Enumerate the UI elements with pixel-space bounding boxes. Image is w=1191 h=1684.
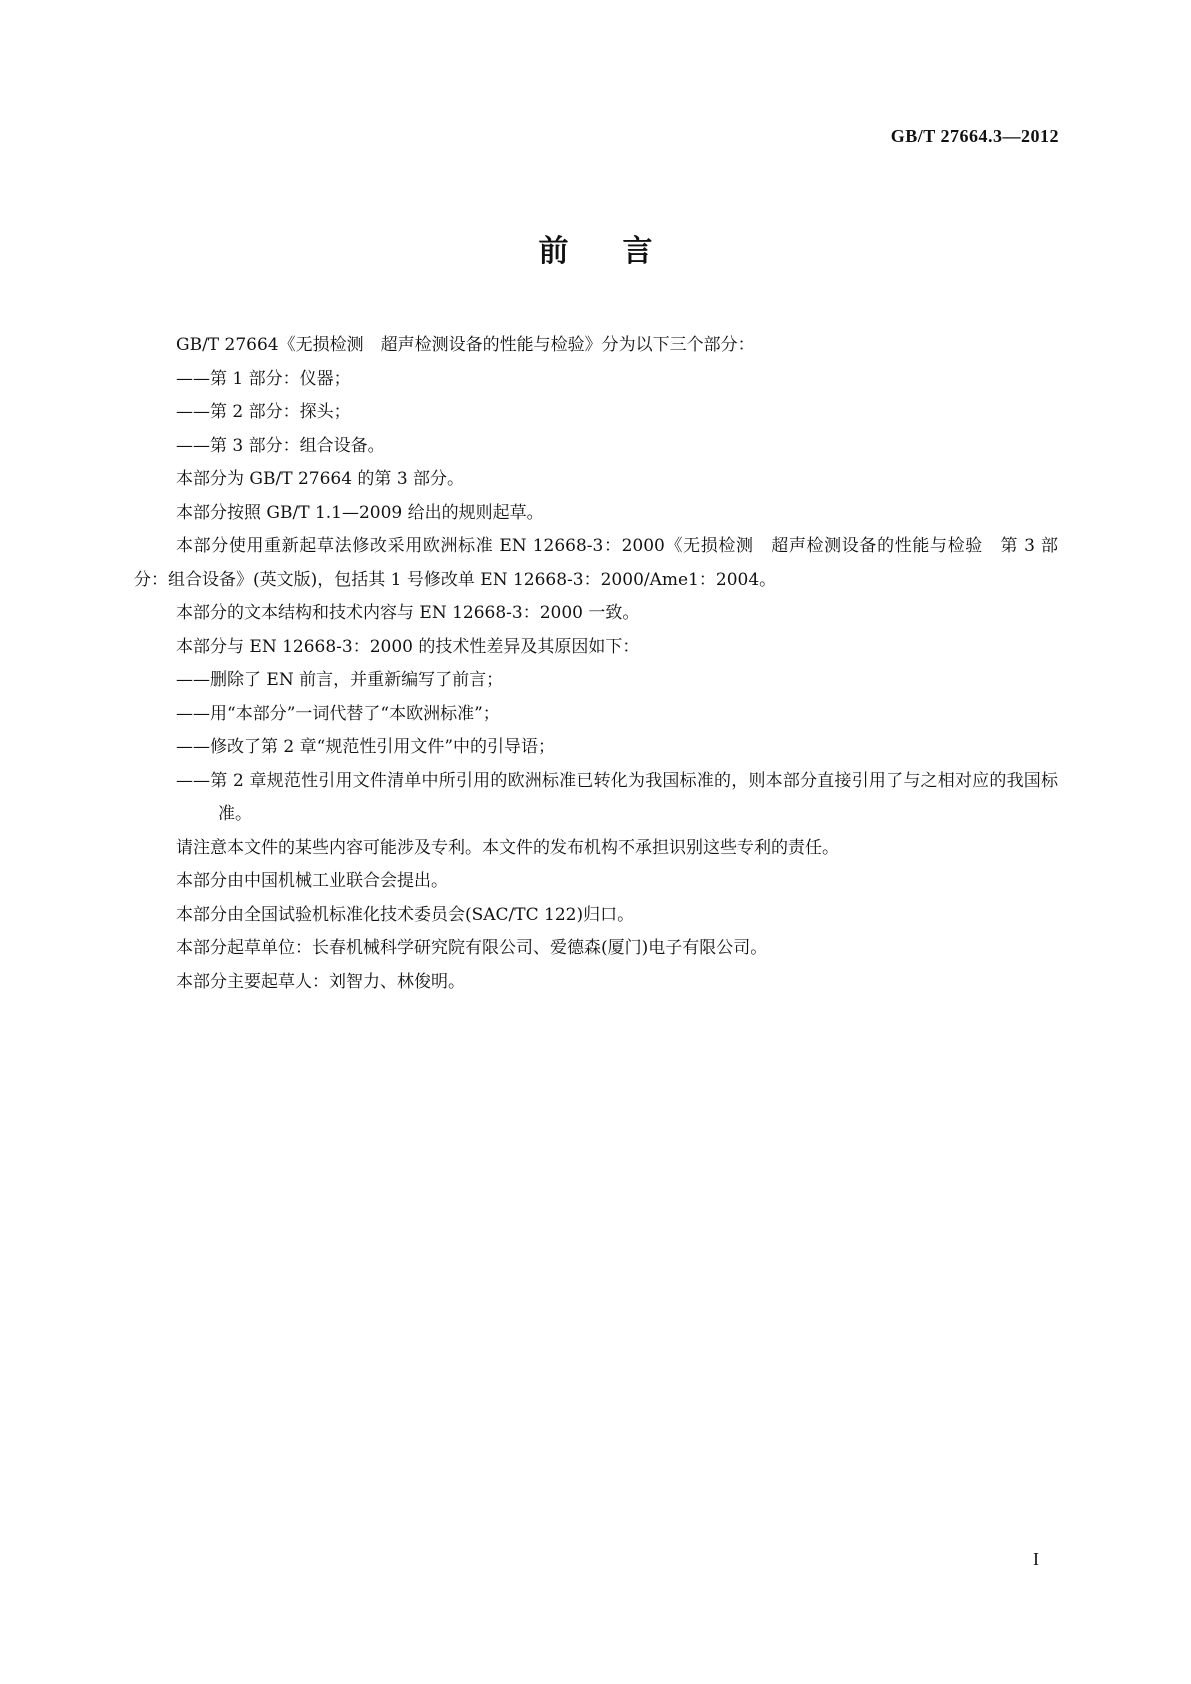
paragraph-part-statement: 本部分为 GB/T 27664 的第 3 部分。 bbox=[176, 469, 465, 489]
list-item-part-3: ——第 3 部分：组合设备。 bbox=[176, 435, 385, 456]
standard-number: GB/T 27664.3—2012 bbox=[890, 126, 1059, 146]
paragraph-proposed-by: 本部分由中国机械工业联合会提出。 bbox=[176, 871, 448, 891]
list-item-difference-2: ——用“本部分”一词代替了“本欧洲标准”； bbox=[176, 703, 500, 724]
list-item-difference-4: ——第 2 章规范性引用文件清单中所引用的欧洲标准已转化为我国标准的，则本部分直接引用了与之相对应的我国标准。 bbox=[176, 770, 1058, 824]
paragraph-differences: 本部分与 EN 12668-3：2000 的技术性差异及其原因如下： bbox=[176, 636, 640, 657]
list-item-difference-1: ——删除了 EN 前言，并重新编写了前言； bbox=[176, 670, 504, 690]
list-item-part-1: ——第 1 部分：仪器； bbox=[176, 368, 351, 389]
paragraph-drafting-rules: 本部分按照 GB/T 1.1—2009 给出的规则起草。 bbox=[176, 502, 544, 523]
paragraph-drafters: 本部分主要起草人：刘智力、林俊明。 bbox=[176, 971, 465, 992]
paragraph-adoption: 本部分使用重新起草法修改采用欧洲标准 EN 12668-3：2000《无损检测 超声检测设备的性能与检验 第 3 部分：组合设备》(英文版)，包括其 1 号修改单 EN 12668-3：2000/Ame1：2004。 bbox=[134, 536, 1058, 590]
paragraph-consistency: 本部分的文本结构和技术内容与 EN 12668-3：2000 一致。 bbox=[176, 603, 640, 623]
page-title: 前言 bbox=[538, 234, 707, 269]
paragraph-structure: GB/T 27664《无损检测 超声检测设备的性能与检验》分为以下三个部分： bbox=[176, 335, 755, 355]
foreword-body bbox=[134, 329, 1058, 999]
paragraph-centralized-by: 本部分由全国试验机标准化技术委员会(SAC/TC 122)归口。 bbox=[176, 904, 635, 925]
list-item-difference-3: ——修改了第 2 章“规范性引用文件”中的引导语； bbox=[176, 737, 556, 757]
paragraph-drafting-units: 本部分起草单位：长春机械科学研究院有限公司、爱德森(厦门)电子有限公司。 bbox=[176, 938, 768, 958]
page-number: I bbox=[1033, 1549, 1039, 1569]
paragraph-patent-notice: 请注意本文件的某些内容可能涉及专利。本文件的发布机构不承担识别这些专利的责任。 bbox=[176, 837, 839, 858]
list-item-part-2: ——第 2 部分：探头； bbox=[176, 402, 351, 422]
